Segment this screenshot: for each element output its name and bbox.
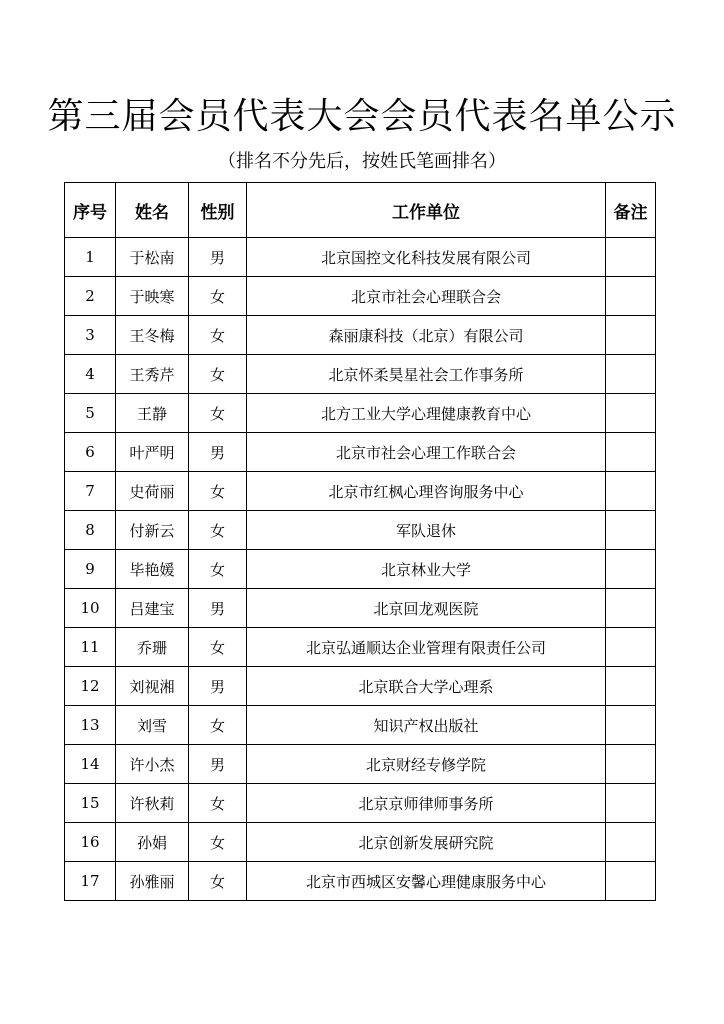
cell-unit: 北方工业大学心理健康教育中心 bbox=[247, 394, 606, 433]
cell-no: 14 bbox=[65, 745, 116, 784]
cell-note bbox=[606, 589, 656, 628]
table-row bbox=[65, 433, 656, 472]
cell-note bbox=[606, 550, 656, 589]
cell-note bbox=[606, 784, 656, 823]
cell-unit: 军队退休 bbox=[247, 511, 606, 550]
cell-name: 于松南 bbox=[116, 238, 189, 277]
cell-unit: 北京国控文化科技发展有限公司 bbox=[247, 238, 606, 277]
cell-no: 4 bbox=[65, 355, 116, 394]
cell-no: 13 bbox=[65, 706, 116, 745]
cell-unit: 北京市红枫心理咨询服务中心 bbox=[247, 472, 606, 511]
table-row bbox=[65, 628, 656, 667]
header-name: 姓名 bbox=[116, 183, 189, 238]
header-gender: 性别 bbox=[189, 183, 247, 238]
cell-note bbox=[606, 745, 656, 784]
cell-note bbox=[606, 823, 656, 862]
cell-no: 17 bbox=[65, 862, 116, 901]
cell-name: 付新云 bbox=[116, 511, 189, 550]
cell-no: 12 bbox=[65, 667, 116, 706]
cell-note bbox=[606, 472, 656, 511]
page-subtitle: （排名不分先后，按姓氏笔画排名） bbox=[218, 151, 506, 172]
cell-gender: 女 bbox=[189, 355, 247, 394]
cell-no: 1 bbox=[65, 238, 116, 277]
cell-name: 史荷丽 bbox=[116, 472, 189, 511]
cell-name: 王秀芹 bbox=[116, 355, 189, 394]
cell-no: 11 bbox=[65, 628, 116, 667]
cell-gender: 女 bbox=[189, 316, 247, 355]
table-row bbox=[65, 589, 656, 628]
table-row bbox=[65, 667, 656, 706]
cell-unit: 北京创新发展研究院 bbox=[247, 823, 606, 862]
cell-no: 5 bbox=[65, 394, 116, 433]
cell-no: 7 bbox=[65, 472, 116, 511]
cell-unit: 北京弘通顺达企业管理有限责任公司 bbox=[247, 628, 606, 667]
cell-gender: 男 bbox=[189, 745, 247, 784]
cell-unit: 北京财经专修学院 bbox=[247, 745, 606, 784]
cell-gender: 女 bbox=[189, 277, 247, 316]
cell-name: 孙雅丽 bbox=[116, 862, 189, 901]
cell-unit: 北京回龙观医院 bbox=[247, 589, 606, 628]
table-row bbox=[65, 745, 656, 784]
cell-gender: 男 bbox=[189, 667, 247, 706]
cell-name: 王冬梅 bbox=[116, 316, 189, 355]
cell-no: 9 bbox=[65, 550, 116, 589]
cell-no: 3 bbox=[65, 316, 116, 355]
cell-no: 8 bbox=[65, 511, 116, 550]
cell-gender: 男 bbox=[189, 238, 247, 277]
table-row bbox=[65, 862, 656, 901]
cell-unit: 知识产权出版社 bbox=[247, 706, 606, 745]
table-body bbox=[65, 238, 656, 901]
cell-gender: 女 bbox=[189, 394, 247, 433]
table-row bbox=[65, 394, 656, 433]
header-unit: 工作单位 bbox=[247, 183, 606, 238]
cell-note bbox=[606, 316, 656, 355]
cell-name: 乔珊 bbox=[116, 628, 189, 667]
cell-note bbox=[606, 862, 656, 901]
cell-name: 王静 bbox=[116, 394, 189, 433]
cell-name: 毕艳媛 bbox=[116, 550, 189, 589]
cell-name: 孙娟 bbox=[116, 823, 189, 862]
cell-gender: 女 bbox=[189, 823, 247, 862]
table-row bbox=[65, 238, 656, 277]
cell-unit: 北京市社会心理工作联合会 bbox=[247, 433, 606, 472]
table-row bbox=[65, 823, 656, 862]
table-row bbox=[65, 355, 656, 394]
cell-name: 许小杰 bbox=[116, 745, 189, 784]
cell-name: 刘雪 bbox=[116, 706, 189, 745]
cell-no: 16 bbox=[65, 823, 116, 862]
table-row bbox=[65, 706, 656, 745]
cell-unit: 北京联合大学心理系 bbox=[247, 667, 606, 706]
cell-name: 于映寒 bbox=[116, 277, 189, 316]
cell-gender: 女 bbox=[189, 511, 247, 550]
table-row bbox=[65, 511, 656, 550]
cell-unit: 北京怀柔昊星社会工作事务所 bbox=[247, 355, 606, 394]
table-row bbox=[65, 784, 656, 823]
cell-name: 许秋莉 bbox=[116, 784, 189, 823]
cell-note bbox=[606, 628, 656, 667]
table-row bbox=[65, 277, 656, 316]
representatives-table bbox=[64, 182, 656, 901]
table-row bbox=[65, 472, 656, 511]
cell-note bbox=[606, 433, 656, 472]
cell-no: 15 bbox=[65, 784, 116, 823]
cell-note bbox=[606, 667, 656, 706]
cell-note bbox=[606, 355, 656, 394]
cell-no: 10 bbox=[65, 589, 116, 628]
cell-gender: 女 bbox=[189, 628, 247, 667]
cell-name: 叶严明 bbox=[116, 433, 189, 472]
cell-gender: 女 bbox=[189, 784, 247, 823]
cell-note bbox=[606, 238, 656, 277]
table-row bbox=[65, 316, 656, 355]
page-title: 第三届会员代表大会会员代表名单公示 bbox=[47, 96, 677, 137]
cell-unit: 北京林业大学 bbox=[247, 550, 606, 589]
header-note: 备注 bbox=[606, 183, 656, 238]
cell-name: 刘视湘 bbox=[116, 667, 189, 706]
cell-note bbox=[606, 511, 656, 550]
cell-name: 吕建宝 bbox=[116, 589, 189, 628]
cell-gender: 男 bbox=[189, 433, 247, 472]
cell-gender: 女 bbox=[189, 862, 247, 901]
cell-gender: 女 bbox=[189, 706, 247, 745]
cell-unit: 北京市西城区安馨心理健康服务中心 bbox=[247, 862, 606, 901]
cell-no: 2 bbox=[65, 277, 116, 316]
cell-gender: 男 bbox=[189, 589, 247, 628]
cell-unit: 北京市社会心理联合会 bbox=[247, 277, 606, 316]
cell-note bbox=[606, 706, 656, 745]
cell-gender: 女 bbox=[189, 472, 247, 511]
cell-no: 6 bbox=[65, 433, 116, 472]
cell-gender: 女 bbox=[189, 550, 247, 589]
table-header-row bbox=[65, 183, 656, 238]
header-no: 序号 bbox=[65, 183, 116, 238]
table-row bbox=[65, 550, 656, 589]
cell-note bbox=[606, 394, 656, 433]
cell-unit: 北京京师律师事务所 bbox=[247, 784, 606, 823]
cell-note bbox=[606, 277, 656, 316]
cell-unit: 森丽康科技（北京）有限公司 bbox=[247, 316, 606, 355]
